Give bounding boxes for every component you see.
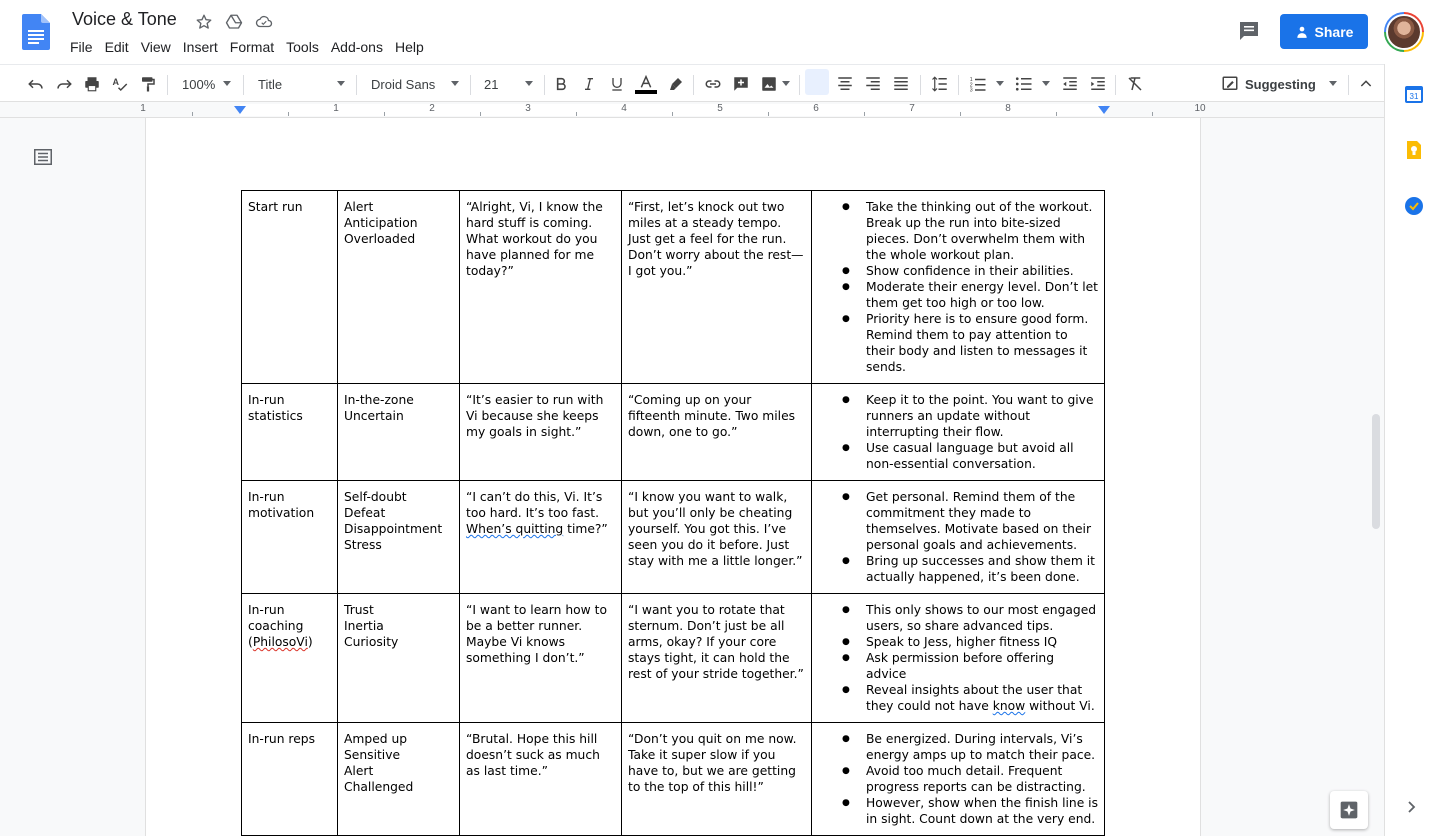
print-icon[interactable] bbox=[80, 72, 104, 96]
move-to-drive-icon[interactable] bbox=[224, 12, 244, 32]
svg-text:A: A bbox=[112, 76, 119, 87]
menu-insert[interactable]: Insert bbox=[182, 39, 218, 55]
list-item: ● Show confidence in their abilities. bbox=[818, 263, 1098, 279]
align-left-active-bg bbox=[805, 69, 829, 95]
right-indent-marker[interactable] bbox=[1098, 106, 1110, 114]
document-outline-icon[interactable] bbox=[34, 149, 52, 165]
numbered-list-icon[interactable] bbox=[966, 72, 990, 96]
list-item: ● Priority here is to ensure good form. Remind them to pay attention to their body and listen to messages it sends. bbox=[818, 311, 1098, 375]
ruler-number: 2 bbox=[429, 103, 435, 114]
table-row bbox=[242, 594, 1105, 723]
font-select[interactable]: Droid Sans bbox=[371, 76, 436, 92]
align-center-icon[interactable] bbox=[834, 72, 856, 96]
left-indent-marker[interactable] bbox=[234, 106, 246, 114]
link-icon[interactable] bbox=[701, 72, 725, 96]
moment-cell[interactable]: In-run statistics bbox=[242, 384, 338, 481]
explore-button[interactable] bbox=[1330, 791, 1368, 829]
vi-says-cell[interactable]: “Don’t you quit on me now. Take it super slow if you have to, but we are getting to the top of this hill!” bbox=[622, 723, 812, 836]
clear-formatting-icon[interactable] bbox=[1123, 72, 1147, 96]
user-says-cell[interactable]: “I want to learn how to be a better runner. Maybe Vi knows something I don’t.” bbox=[460, 594, 622, 723]
menu-addons[interactable]: Add-ons bbox=[330, 39, 383, 55]
comment-history-icon[interactable] bbox=[1236, 19, 1262, 43]
vi-says-cell[interactable]: “I know you want to walk, but you’ll only be cheating yourself. You got this. I’ve seen you do it before. Just stay with me a little longer.” bbox=[622, 481, 812, 594]
user-says-cell[interactable]: “It’s easier to run with Vi because she keeps my goals in sight.” bbox=[460, 384, 622, 481]
ruler-number: 5 bbox=[717, 103, 723, 114]
cloud-saved-icon[interactable] bbox=[254, 12, 274, 32]
collapse-menus-icon[interactable] bbox=[1355, 72, 1377, 96]
insert-image-icon[interactable] bbox=[757, 72, 781, 96]
user-says-cell[interactable]: “Alright, Vi, I know the hard stuff is coming. What workout do you have planned for me today?” bbox=[460, 191, 622, 384]
moment-cell[interactable]: In-run coaching (PhilosoVi) bbox=[242, 594, 338, 723]
emotions-cell[interactable]: Trust Inertia Curiosity bbox=[338, 594, 460, 723]
emotions-cell[interactable]: In-the-zone Uncertain bbox=[338, 384, 460, 481]
lock-person-icon bbox=[1295, 25, 1309, 39]
ruler-number: 6 bbox=[813, 103, 819, 114]
redo-icon[interactable] bbox=[52, 72, 76, 96]
emotions-cell[interactable]: Alert Anticipation Overloaded bbox=[338, 191, 460, 384]
emotions-cell[interactable]: Amped up Sensitive Alert Challenged bbox=[338, 723, 460, 836]
ruler-number: 7 bbox=[909, 103, 915, 114]
list-item: ● Keep it to the point. You want to give runners an update without interrupting their flow. bbox=[818, 392, 1098, 440]
guidelines-cell[interactable] bbox=[812, 723, 1105, 836]
editing-mode-select[interactable]: Suggesting bbox=[1245, 76, 1316, 92]
list-item: ● Take the thinking out of the workout. Break up the run into bite-sized pieces. Don’t overwhelm them with the whole workout plan. bbox=[818, 199, 1098, 263]
moment-cell[interactable]: In-run motivation bbox=[242, 481, 338, 594]
font-size-select[interactable]: 21 bbox=[484, 76, 499, 92]
vi-says-cell[interactable]: “Coming up on your fifteenth minute. Two miles down, one to go.” bbox=[622, 384, 812, 481]
table-row bbox=[242, 384, 1105, 481]
calendar-icon[interactable] bbox=[1404, 84, 1424, 104]
voice-tone-table bbox=[241, 190, 1105, 836]
guidelines-cell[interactable] bbox=[812, 594, 1105, 723]
menu-bar bbox=[64, 38, 430, 56]
user-says-cell[interactable]: “I can’t do this, Vi. It’s too hard. It’s too fast. When’s quitting time?” bbox=[460, 481, 622, 594]
list-item: ● However, show when the finish line is in sight. Count down at the very end. bbox=[818, 795, 1098, 827]
grammar-suggestion[interactable]: know bbox=[992, 699, 1026, 713]
italic-icon[interactable] bbox=[577, 72, 601, 96]
list-item: ● Moderate their energy level. Don’t let them get too high or too low. bbox=[818, 279, 1098, 311]
align-right-icon[interactable] bbox=[862, 72, 884, 96]
zoom-select[interactable]: 100% bbox=[182, 76, 216, 92]
document-title[interactable]: Voice & Tone bbox=[72, 9, 177, 29]
justify-icon[interactable] bbox=[890, 72, 912, 96]
emotions-cell[interactable]: Self-doubt Defeat Disappointment Stress bbox=[338, 481, 460, 594]
undo-icon[interactable] bbox=[24, 72, 48, 96]
menu-file[interactable]: File bbox=[70, 39, 93, 55]
style-select[interactable]: Title bbox=[258, 76, 283, 92]
vi-says-cell[interactable]: “First, let’s knock out two miles at a steady tempo. Just get a feel for the run. Don’t worry about the rest—I got you.” bbox=[622, 191, 812, 384]
docs-logo-icon[interactable] bbox=[22, 14, 50, 50]
grammar-suggestion[interactable]: When’s quitting bbox=[466, 522, 564, 536]
underline-icon[interactable] bbox=[605, 72, 629, 96]
table-row bbox=[242, 191, 1105, 384]
list-item: ● Be energized. During intervals, Vi’s energy amps up to match their pace. bbox=[818, 731, 1098, 763]
tasks-icon[interactable] bbox=[1404, 196, 1424, 216]
user-says-cell[interactable]: “Brutal. Hope this hill doesn’t suck as much as last time.” bbox=[460, 723, 622, 836]
menu-tools[interactable]: Tools bbox=[286, 39, 319, 55]
list-item: ● Bring up successes and show them it actually happened, it’s been done. bbox=[818, 553, 1098, 585]
menu-view[interactable]: View bbox=[140, 39, 171, 55]
guidelines-cell[interactable] bbox=[812, 384, 1105, 481]
list-item: ● This only shows to our most engaged users, so share advanced tips. bbox=[818, 602, 1098, 634]
ruler-number: 8 bbox=[1005, 103, 1011, 114]
svg-text:1: 1 bbox=[969, 77, 973, 83]
suggesting-mode-icon bbox=[1220, 72, 1240, 96]
ruler bbox=[0, 102, 1384, 118]
explore-sparkle-icon bbox=[1339, 800, 1359, 820]
menu-format[interactable]: Format bbox=[229, 39, 275, 55]
list-item: ● Use casual language but avoid all non-essential conversation. bbox=[818, 440, 1098, 472]
decrease-indent-icon[interactable] bbox=[1058, 72, 1082, 96]
menu-help[interactable]: Help bbox=[394, 39, 424, 55]
header bbox=[0, 0, 1440, 64]
guidelines-cell[interactable] bbox=[812, 481, 1105, 594]
table-row bbox=[242, 481, 1105, 594]
star-icon[interactable] bbox=[194, 12, 214, 32]
moment-cell[interactable]: In-run reps bbox=[242, 723, 338, 836]
svg-text:3: 3 bbox=[969, 87, 973, 93]
vi-says-cell[interactable]: “I want you to rotate that sternum. Don’t just be all arms, okay? If your core stays tight, it can hold the rest of your stride together.” bbox=[622, 594, 812, 723]
moment-cell[interactable]: Start run bbox=[242, 191, 338, 384]
ruler-number: 10 bbox=[1194, 103, 1206, 114]
ruler-number: 1 bbox=[333, 103, 339, 114]
list-item: ● Ask permission before offering advice bbox=[818, 650, 1098, 682]
add-comment-icon[interactable] bbox=[729, 72, 753, 96]
ruler-number: 1 bbox=[140, 103, 146, 114]
spellcheck-icon[interactable] bbox=[108, 72, 132, 96]
increase-indent-icon[interactable] bbox=[1086, 72, 1110, 96]
svg-text:31: 31 bbox=[1409, 92, 1419, 101]
show-side-panel-icon[interactable] bbox=[1404, 800, 1418, 814]
list-item: ● Get personal. Remind them of the commitment they made to themselves. Motivate based on their personal goals and achievements. bbox=[818, 489, 1098, 553]
spelling-error[interactable]: PhilosoVi bbox=[252, 635, 308, 649]
guidelines-cell[interactable] bbox=[812, 191, 1105, 384]
list-item: ● Reveal insights about the user that they could not have know without Vi. bbox=[818, 682, 1098, 714]
side-panel bbox=[1384, 64, 1440, 836]
ruler-number: 3 bbox=[525, 103, 531, 114]
paint-format-icon[interactable] bbox=[136, 72, 160, 96]
toolbar bbox=[0, 64, 1384, 102]
keep-icon[interactable] bbox=[1404, 140, 1424, 160]
vertical-scrollbar[interactable] bbox=[1372, 414, 1380, 529]
table-row bbox=[242, 723, 1105, 836]
highlight-icon[interactable] bbox=[664, 72, 688, 96]
avatar[interactable] bbox=[1384, 12, 1424, 52]
ruler-number: 4 bbox=[621, 103, 627, 114]
list-item: ● Avoid too much detail. Frequent progress reports can be distracting. bbox=[818, 763, 1098, 795]
svg-text:2: 2 bbox=[969, 82, 973, 89]
bulleted-list-icon[interactable] bbox=[1012, 72, 1036, 96]
menu-edit[interactable]: Edit bbox=[104, 39, 129, 55]
bold-icon[interactable] bbox=[549, 72, 573, 96]
line-spacing-icon[interactable] bbox=[928, 72, 952, 96]
text-color-icon[interactable] bbox=[633, 72, 659, 96]
list-item: ● Speak to Jess, higher fitness IQ bbox=[818, 634, 1098, 650]
share-label: Share bbox=[1314, 23, 1354, 40]
share-button[interactable] bbox=[1280, 14, 1368, 49]
